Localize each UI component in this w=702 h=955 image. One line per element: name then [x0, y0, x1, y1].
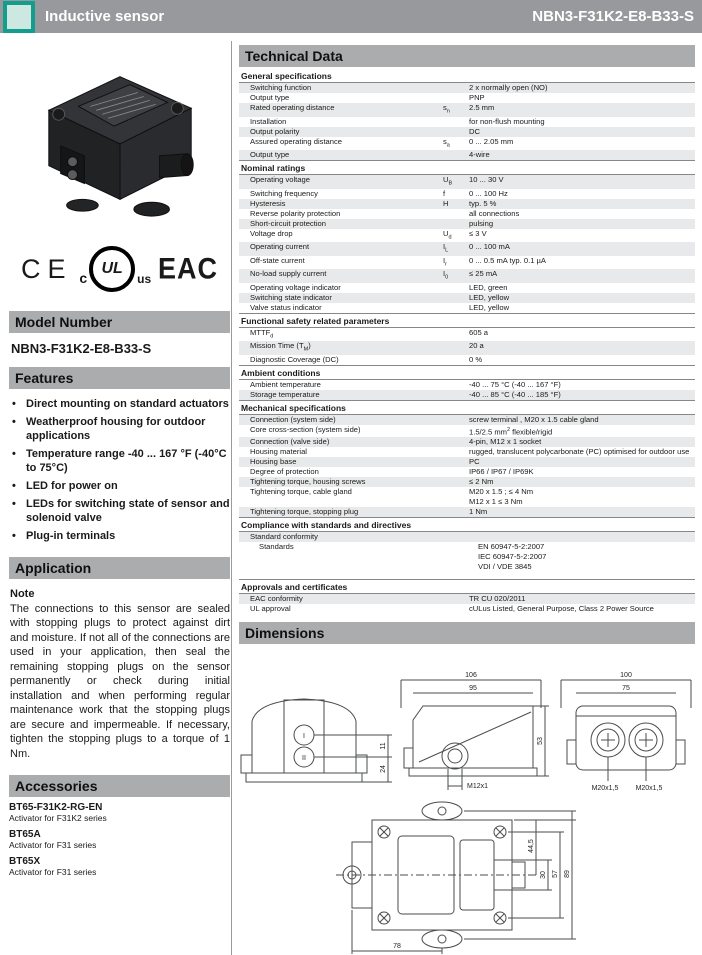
spec-label: Tightening torque, cable gland	[250, 487, 352, 497]
spec-section-title: Approvals and certificates	[239, 579, 695, 594]
accessories-heading: Accessories	[9, 775, 230, 797]
spec-label: Installation	[250, 116, 287, 126]
application-heading: Application	[9, 557, 230, 579]
feature-item: • LEDs for switching state of sensor and solenoid valve	[9, 498, 230, 525]
spec-row	[239, 594, 695, 604]
spec-row	[239, 103, 695, 117]
accessory-item	[9, 802, 230, 824]
spec-value: DC	[469, 126, 480, 136]
spec-row	[239, 390, 695, 400]
spec-label: Switching frequency	[250, 188, 318, 198]
accessory-description: Activator for F31K2 series	[9, 813, 107, 824]
dimension-drawings	[239, 650, 696, 950]
svg-text:44,5: 44,5	[528, 839, 535, 853]
spec-label: Storage temperature	[250, 389, 320, 399]
spec-section	[239, 365, 695, 400]
spec-row	[239, 189, 695, 199]
spec-section-title: Functional safety related parameters	[239, 313, 695, 328]
spec-section-title: General specifications	[239, 69, 695, 83]
model-number-value: NBN3-F31K2-E8-B33-S	[11, 341, 152, 356]
accessory-item	[9, 856, 230, 878]
spec-row	[239, 447, 695, 457]
spec-row	[239, 199, 695, 209]
spec-section-title: Ambient conditions	[239, 365, 695, 380]
spec-value: M20 x 1.5 ; ≤ 4 Nm M12 x 1 ≤ 3 Nm	[469, 487, 534, 507]
spec-section-title: Mechanical specifications	[239, 400, 695, 415]
ul-circle-icon	[89, 246, 135, 292]
feature-item: • Direct mounting on standard actuators	[9, 398, 230, 411]
svg-text:30: 30	[540, 871, 547, 880]
spec-row	[239, 219, 695, 229]
svg-text:M12x1: M12x1	[467, 783, 489, 791]
spec-row	[239, 487, 695, 507]
spec-label: Connection (valve side)	[250, 437, 330, 447]
spec-row	[239, 93, 695, 103]
spec-value: -40 ... 75 °C (-40 ... 167 °F)	[469, 379, 561, 389]
spec-value: 0 ... 100 Hz	[469, 188, 508, 198]
spec-label: Reverse polarity protection	[250, 208, 341, 218]
svg-text:89: 89	[564, 870, 571, 879]
accessory-item	[9, 829, 230, 851]
spec-row	[239, 117, 695, 127]
spec-value: cULus Listed, General Purpose, Class 2 Power Source	[469, 604, 654, 614]
spec-symbol: $s_n$	[443, 103, 450, 115]
spec-value: EN 60947-5-2:2007 IEC 60947-5-2:2007 VDI / VDE 3845	[478, 542, 547, 572]
spec-section	[239, 160, 695, 313]
spec-row	[239, 83, 695, 93]
spec-label: Operating current	[250, 242, 310, 252]
spec-row	[239, 293, 695, 303]
spec-row	[239, 137, 695, 151]
header-part-number: NBN3-F31K2-E8-B33-S	[532, 8, 694, 25]
ce-mark: CE	[21, 253, 73, 284]
model-number-heading: Model Number	[9, 311, 230, 333]
spec-value: ≤ 2 Nm	[469, 477, 494, 487]
svg-text:M20x1,5: M20x1,5	[635, 785, 663, 793]
spec-label: Standard conformity	[250, 532, 318, 542]
page-header	[0, 0, 702, 33]
spec-value: all connections	[469, 208, 520, 218]
spec-row	[239, 229, 695, 243]
spec-section	[239, 313, 695, 365]
spec-label: Housing material	[250, 447, 307, 457]
spec-label: Hysteresis	[250, 198, 286, 208]
spec-row	[239, 269, 695, 283]
spec-value: 0 ... 100 mA	[469, 242, 510, 252]
spec-symbol: $I_L$	[443, 242, 449, 254]
spec-label: Connection (system side)	[250, 414, 336, 424]
ul-label: UL	[101, 260, 123, 277]
spec-value: rugged, translucent polycarbonate (PC) optimised for outdoor use	[469, 447, 690, 457]
spec-section	[239, 69, 695, 160]
spec-row	[239, 209, 695, 219]
spec-label: Ambient temperature	[250, 379, 321, 389]
spec-symbol: $U_d$	[443, 228, 452, 241]
dimension-top-view	[336, 802, 576, 954]
spec-label: Diagnostic Coverage (DC)	[250, 354, 339, 364]
spec-label: Operating voltage indicator	[250, 282, 341, 292]
spec-label: Switching state indicator	[250, 292, 332, 302]
svg-text:53: 53	[537, 737, 544, 746]
spec-label: Degree of protection	[250, 467, 319, 477]
spec-value: LED, green	[469, 282, 508, 292]
svg-text:100: 100	[620, 672, 632, 680]
certification-marks	[9, 245, 230, 293]
spec-value: 0 ... 0.5 mA typ. 0.1 µA	[469, 255, 546, 265]
spec-label: Mission Time $(T_M)$	[250, 341, 311, 353]
spec-value: IP66 / IP67 / IP69K	[469, 467, 534, 477]
svg-text:106: 106	[465, 672, 477, 680]
feature-item: • Weatherproof housing for outdoor applications	[9, 416, 230, 443]
spec-section-title: Compliance with standards and directives	[239, 517, 695, 532]
spec-value: 1 Nm	[469, 507, 488, 517]
spec-row	[239, 532, 695, 542]
svg-text:II: II	[302, 755, 306, 763]
dimension-front-view	[241, 699, 392, 782]
spec-label: UL approval	[250, 604, 291, 614]
spec-row	[239, 328, 695, 342]
spec-value: 10 ... 30 V	[469, 175, 504, 185]
spec-label: Rated operating distance	[250, 103, 335, 112]
spec-value: 605 a	[469, 327, 489, 337]
brand-icon	[3, 1, 35, 33]
spec-row	[239, 283, 695, 293]
svg-text:78: 78	[393, 943, 401, 951]
dimension-side-view	[401, 672, 549, 790]
spec-row	[239, 175, 695, 189]
spec-symbol: $I_0$	[443, 269, 449, 281]
spec-label: Housing base	[250, 457, 297, 467]
spec-label: Assured operating distance	[250, 136, 343, 146]
spec-row	[239, 303, 695, 313]
spec-row	[239, 604, 695, 614]
spec-row	[239, 507, 695, 517]
spec-symbol: f	[443, 188, 446, 198]
svg-text:57: 57	[552, 870, 559, 879]
note-heading: Note	[10, 587, 35, 600]
spec-label: EAC conformity	[250, 594, 303, 604]
spec-row	[239, 127, 695, 137]
product-type-title: Inductive sensor	[45, 8, 165, 25]
svg-text:75: 75	[622, 685, 630, 693]
spec-value: -40 ... 85 °C (-40 ... 185 °F)	[469, 389, 561, 399]
spec-row	[239, 150, 695, 160]
spec-label: Off-state current	[250, 255, 305, 265]
product-photo-illustration	[21, 49, 219, 227]
spec-row	[239, 457, 695, 467]
spec-value: ≤ 3 V	[469, 228, 487, 238]
spec-label: No-load supply current	[250, 269, 327, 279]
spec-value: ≤ 25 mA	[469, 269, 498, 279]
note-text: The connections to this sensor are sealed with stopping plugs to protect against dirt and moisture. If not all of the connections are used in your application, then seal the remaining stopping plugs on the sensor permanently or check during initial installation and when performing regular maintenance work that the stopping plugs are secure and impermeable. If necessary, tighten the stopping plugs to a torque of 1 Nm.	[10, 602, 230, 760]
spec-value: 4-pin, M12 x 1 socket	[469, 437, 542, 447]
spec-label: Output type	[250, 93, 290, 102]
spec-label: Tightening torque, stopping plug	[250, 507, 359, 517]
spec-symbol: $I_r$	[443, 255, 447, 268]
spec-label: Tightening torque, housing screws	[250, 477, 366, 487]
features-list	[9, 398, 230, 544]
spec-value: PC	[469, 457, 480, 467]
accessory-description: Activator for F31 series	[9, 839, 97, 850]
spec-value: LED, yellow	[469, 302, 510, 312]
spec-value: screw terminal , M20 x 1.5 cable gland	[469, 414, 599, 424]
spec-label: Switching function	[250, 83, 312, 92]
right-column	[232, 33, 702, 955]
dimensions-heading: Dimensions	[239, 622, 695, 644]
spec-label: Short-circuit protection	[250, 218, 326, 228]
spec-value: pulsing	[469, 218, 494, 228]
spec-row	[239, 542, 695, 572]
spec-value: typ. 5 %	[469, 198, 497, 208]
accessory-name: BT65-F31K2-RG-EN	[9, 802, 103, 814]
left-column	[0, 33, 230, 955]
svg-text:M20x1,5: M20x1,5	[591, 785, 619, 793]
spec-symbol: $U_B$	[443, 175, 453, 187]
spec-section	[239, 517, 695, 572]
product-photo	[9, 39, 230, 237]
spec-row	[239, 256, 695, 270]
spec-label: Core cross-section (system side)	[250, 424, 361, 434]
technical-data-heading: Technical Data	[239, 45, 695, 67]
spec-value: 0 ... 2.05 mm	[469, 136, 514, 146]
spec-value: 20 a	[469, 341, 484, 351]
accessory-name: BT65A	[9, 828, 41, 840]
spec-value: for non-flush mounting	[469, 116, 545, 126]
spec-value: 1.5/2.5 $mm^2$ flexible/rigid	[469, 426, 553, 437]
svg-text:I: I	[303, 733, 305, 741]
cul-us-mark	[79, 246, 151, 292]
svg-text:11: 11	[380, 742, 387, 750]
spec-value: 0 %	[469, 354, 483, 364]
spec-row	[239, 355, 695, 365]
spec-value: TR CU 020/2011	[469, 594, 526, 604]
spec-row	[239, 437, 695, 447]
spec-value: 4-wire	[469, 150, 490, 160]
svg-text:95: 95	[469, 685, 477, 693]
eac-mark: EAC	[157, 252, 218, 285]
spec-row	[239, 242, 695, 256]
accessory-name: BT65X	[9, 855, 41, 867]
spec-row	[239, 415, 695, 425]
spec-label: Output polarity	[250, 126, 300, 136]
features-heading: Features	[9, 367, 230, 389]
spec-label: Standards	[259, 542, 294, 552]
spec-label: $MTTF_d$	[250, 327, 274, 340]
accessories-list	[9, 802, 230, 877]
spec-symbol: H	[443, 198, 449, 208]
spec-label: Output type	[250, 150, 290, 160]
feature-item: • LED for power on	[9, 480, 230, 493]
spec-label: Operating voltage	[250, 175, 310, 185]
spec-row	[239, 341, 695, 355]
feature-item: • Plug-in terminals	[9, 530, 230, 543]
accessory-description: Activator for F31 series	[9, 866, 97, 877]
technical-data-table	[239, 69, 695, 614]
spec-value: LED, yellow	[469, 292, 510, 302]
spec-label: Voltage drop	[250, 228, 293, 238]
spec-symbol: $s_a$	[443, 136, 450, 149]
dimension-end-view	[561, 672, 691, 792]
spec-label: Valve status indicator	[250, 302, 322, 312]
spec-row	[239, 425, 695, 438]
svg-text:24: 24	[380, 765, 387, 774]
spec-row	[239, 467, 695, 477]
spec-value: 2 x normally open (NO)	[469, 83, 548, 92]
spec-section	[239, 400, 695, 518]
spec-section	[239, 579, 695, 614]
feature-item: • Temperature range -40 ... 167 °F (-40°C to 75°C)	[9, 448, 230, 475]
ul-us-label: us	[137, 272, 152, 286]
spec-row	[239, 477, 695, 487]
spec-value: 2.5 mm	[469, 103, 495, 112]
spec-row	[239, 380, 695, 390]
ul-c-label: c	[79, 270, 88, 286]
spec-value: PNP	[469, 93, 485, 102]
spec-section-title: Nominal ratings	[239, 160, 695, 175]
